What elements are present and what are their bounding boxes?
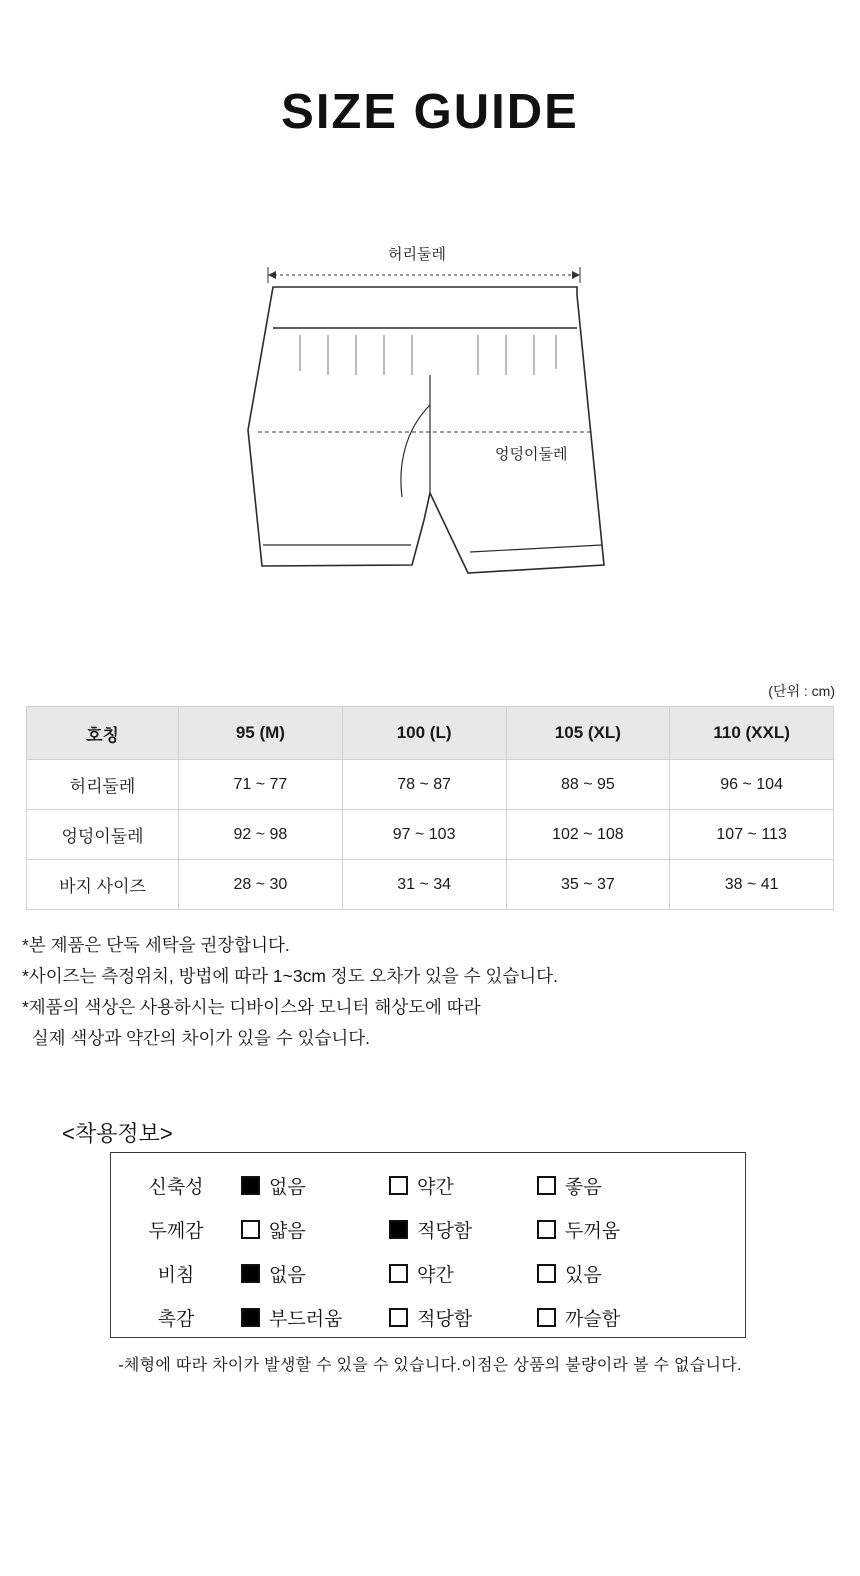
table-cell: 71 ~ 77 [179,760,343,810]
wear-option[interactable] [389,1216,537,1243]
wear-option[interactable] [389,1304,537,1331]
page-title: SIZE GUIDE [281,85,579,139]
waist-label: 허리둘레 [388,246,446,263]
checkbox-checked-icon[interactable] [241,1308,260,1327]
unit-note: (단위 : cm) [768,683,835,699]
wear-info-row [111,1165,745,1205]
care-notes [22,930,558,1054]
care-note-line: *제품의 색상은 사용하시는 디바이스와 모니터 해상도에 따라 [22,997,481,1017]
wear-option-label: 약간 [417,1264,454,1286]
wear-info-footnote: -체형에 따라 차이가 발생할 수 있을 수 있습니다.이점은 상품의 불량이라 볼 수 없습니다. [118,1357,742,1374]
table-cell: 78 ~ 87 [342,760,506,810]
wear-option[interactable] [241,1216,389,1243]
wear-info-row-label: 두께감 [148,1220,204,1242]
table-cell: 96 ~ 104 [670,760,834,810]
checkbox-unchecked-icon[interactable] [389,1308,408,1327]
table-header-cell: 100 (L) [342,707,506,760]
wear-option-label: 두꺼움 [565,1220,621,1242]
table-cell: 35 ~ 37 [506,860,670,910]
wear-option-label: 적당함 [417,1220,473,1242]
row-label: 엉덩이둘레 [27,810,179,860]
checkbox-checked-icon[interactable] [241,1264,260,1283]
checkbox-unchecked-icon[interactable] [537,1264,556,1283]
checkbox-checked-icon[interactable] [389,1220,408,1239]
table-row [27,760,834,810]
table-cell: 88 ~ 95 [506,760,670,810]
shorts-diagram [0,225,860,625]
wear-option-label: 없음 [269,1176,306,1198]
wear-option[interactable] [241,1172,389,1199]
checkbox-unchecked-icon[interactable] [389,1176,408,1195]
wear-option-label: 없음 [269,1264,306,1286]
table-cell: 31 ~ 34 [342,860,506,910]
table-cell: 28 ~ 30 [179,860,343,910]
checkbox-unchecked-icon[interactable] [537,1176,556,1195]
checkbox-checked-icon[interactable] [241,1176,260,1195]
table-row [27,810,834,860]
wear-info-row-label: 신축성 [148,1176,204,1198]
wear-option[interactable] [241,1304,389,1331]
table-header-cell: 95 (M) [179,707,343,760]
wear-option-label: 적당함 [417,1308,473,1330]
hip-label: 엉덩이둘레 [495,446,568,463]
table-header-cell: 호칭 [27,707,179,760]
wear-option[interactable] [537,1260,712,1287]
wear-option-label: 얇음 [269,1220,306,1242]
wear-info-row-label: 비침 [157,1264,195,1286]
checkbox-unchecked-icon[interactable] [537,1220,556,1239]
wear-option[interactable] [537,1172,712,1199]
table-header-cell: 110 (XXL) [670,707,834,760]
checkbox-unchecked-icon[interactable] [537,1308,556,1327]
wear-info-row-label: 촉감 [157,1308,195,1330]
table-cell: 107 ~ 113 [670,810,834,860]
wear-info-heading: <착용정보> [62,1121,173,1146]
wear-info-row [111,1253,745,1293]
shorts-outline [248,287,604,573]
wear-info-box [110,1152,746,1338]
table-header-cell: 105 (XL) [506,707,670,760]
wear-option-label: 까슬함 [565,1308,621,1330]
table-cell: 38 ~ 41 [670,860,834,910]
size-table [26,706,834,910]
care-note-line: *본 제품은 단독 세탁을 권장합니다. [22,935,290,955]
wear-option[interactable] [389,1260,537,1287]
wear-option-label: 있음 [565,1264,602,1286]
table-cell: 92 ~ 98 [179,810,343,860]
wear-option[interactable] [537,1304,712,1331]
wear-option-label: 약간 [417,1176,454,1198]
wear-info-row [111,1209,745,1249]
table-header-row [27,707,834,760]
row-label: 허리둘레 [27,760,179,810]
table-row [27,860,834,910]
wear-info-row [111,1297,745,1337]
care-note-line: *사이즈는 측정위치, 방법에 따라 1~3cm 정도 오차가 있을 수 있습니다. [22,966,558,986]
wear-option-label: 좋음 [565,1176,602,1198]
checkbox-unchecked-icon[interactable] [389,1264,408,1283]
shorts-illustration [0,225,860,625]
wear-option[interactable] [241,1260,389,1287]
wear-option-label: 부드러움 [269,1308,343,1330]
care-note-line: 실제 색상과 약간의 차이가 있을 수 있습니다. [22,1028,371,1048]
wear-option[interactable] [389,1172,537,1199]
table-cell: 97 ~ 103 [342,810,506,860]
wear-option[interactable] [537,1216,712,1243]
table-cell: 102 ~ 108 [506,810,670,860]
checkbox-unchecked-icon[interactable] [241,1220,260,1239]
row-label: 바지 사이즈 [27,860,179,910]
